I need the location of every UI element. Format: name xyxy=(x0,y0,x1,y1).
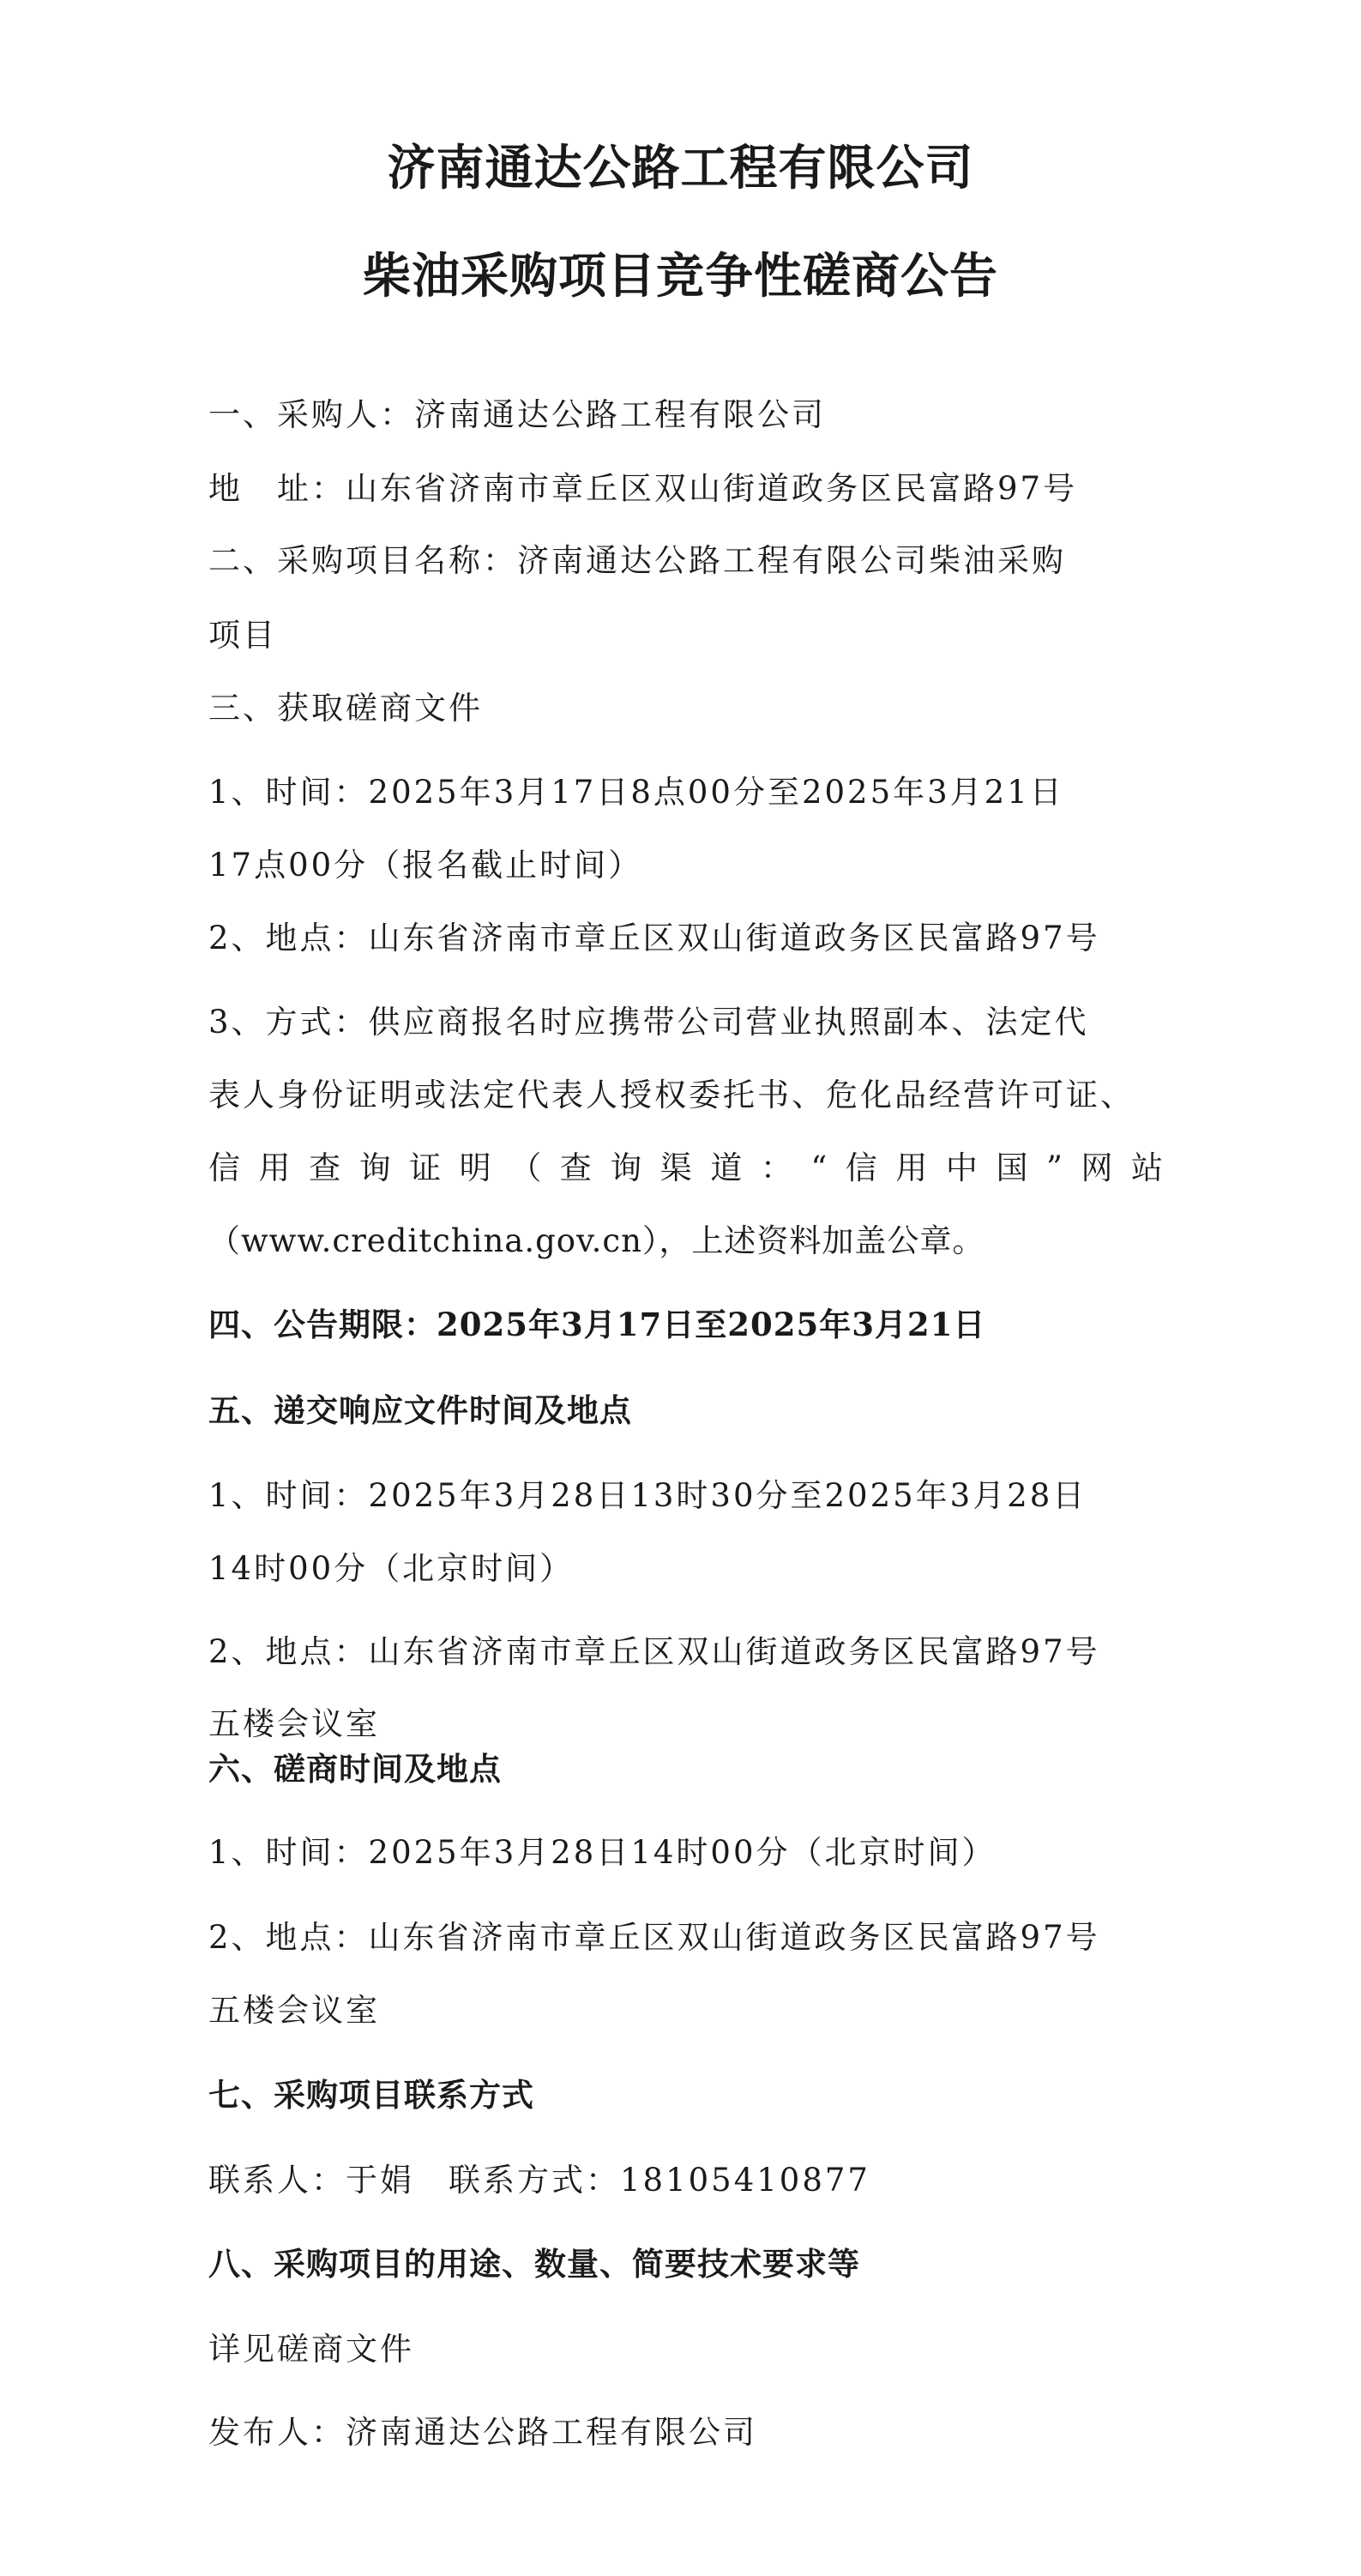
usage-detail-line: 详见磋商文件 xyxy=(208,2331,414,2368)
address-line: 地 址：山东省济南市章丘区双山街道政务区民富路97号 xyxy=(208,470,1078,507)
method-line-3: 信用查询证明（查询渠道：“信用中国”网站 xyxy=(208,1149,1165,1186)
obtain-time-line-cont: 17点00分（报名截止时间） xyxy=(208,847,643,884)
submit-place-line: 2、地点：山东省济南市章丘区双山街道政务区民富路97号 xyxy=(208,1633,1100,1670)
negotiate-time-line: 1、时间：2025年3月28日14时00分（北京时间） xyxy=(208,1834,997,1871)
document-title-company: 济南通达公路工程有限公司 xyxy=(387,140,974,196)
contact-line: 联系人：于娟 联系方式：18105410877 xyxy=(208,2162,870,2199)
submit-place-line-cont: 五楼会议室 xyxy=(208,1705,380,1742)
section-heading-negotiate: 六、磋商时间及地点 xyxy=(208,1750,502,1788)
negotiate-place-line: 2、地点：山东省济南市章丘区双山街道政务区民富路97号 xyxy=(208,1919,1100,1956)
obtain-place-line: 2、地点：山东省济南市章丘区双山街道政务区民富路97号 xyxy=(208,920,1100,956)
section-heading-submit: 五、递交响应文件时间及地点 xyxy=(208,1391,632,1429)
project-name-line: 二、采购项目名称：济南通达公路工程有限公司柴油采购 xyxy=(208,542,1066,579)
obtain-time-line: 1、时间：2025年3月17日8点00分至2025年3月21日 xyxy=(208,774,1064,811)
section-heading-obtain: 三、获取磋商文件 xyxy=(208,690,483,727)
method-line-4: （www.creditchina.gov.cn），上述资料加盖公章。 xyxy=(208,1222,985,1259)
section-heading-notice-period: 四、公告期限：2025年3月17日至2025年3月21日 xyxy=(208,1306,986,1343)
method-line-1: 3、方式：供应商报名时应携带公司营业执照副本、法定代 xyxy=(208,1004,1089,1041)
project-name-line-cont: 项目 xyxy=(208,617,277,654)
purchaser-line: 一、采购人：济南通达公路工程有限公司 xyxy=(208,396,826,433)
submit-time-line-cont: 14时00分（北京时间） xyxy=(208,1550,575,1587)
submit-time-line: 1、时间：2025年3月28日13时30分至2025年3月28日 xyxy=(208,1477,1087,1514)
publisher-line: 发布人：济南通达公路工程有限公司 xyxy=(208,2414,757,2451)
method-line-2: 表人身份证明或法定代表人授权委托书、危化品经营许可证、 xyxy=(208,1077,1135,1113)
section-heading-contact: 七、采购项目联系方式 xyxy=(208,2076,534,2114)
negotiate-place-line-cont: 五楼会议室 xyxy=(208,1992,380,2029)
section-heading-usage: 八、采购项目的用途、数量、简要技术要求等 xyxy=(208,2245,860,2283)
document-title-project: 柴油采购项目竞争性磋商公告 xyxy=(363,248,998,305)
